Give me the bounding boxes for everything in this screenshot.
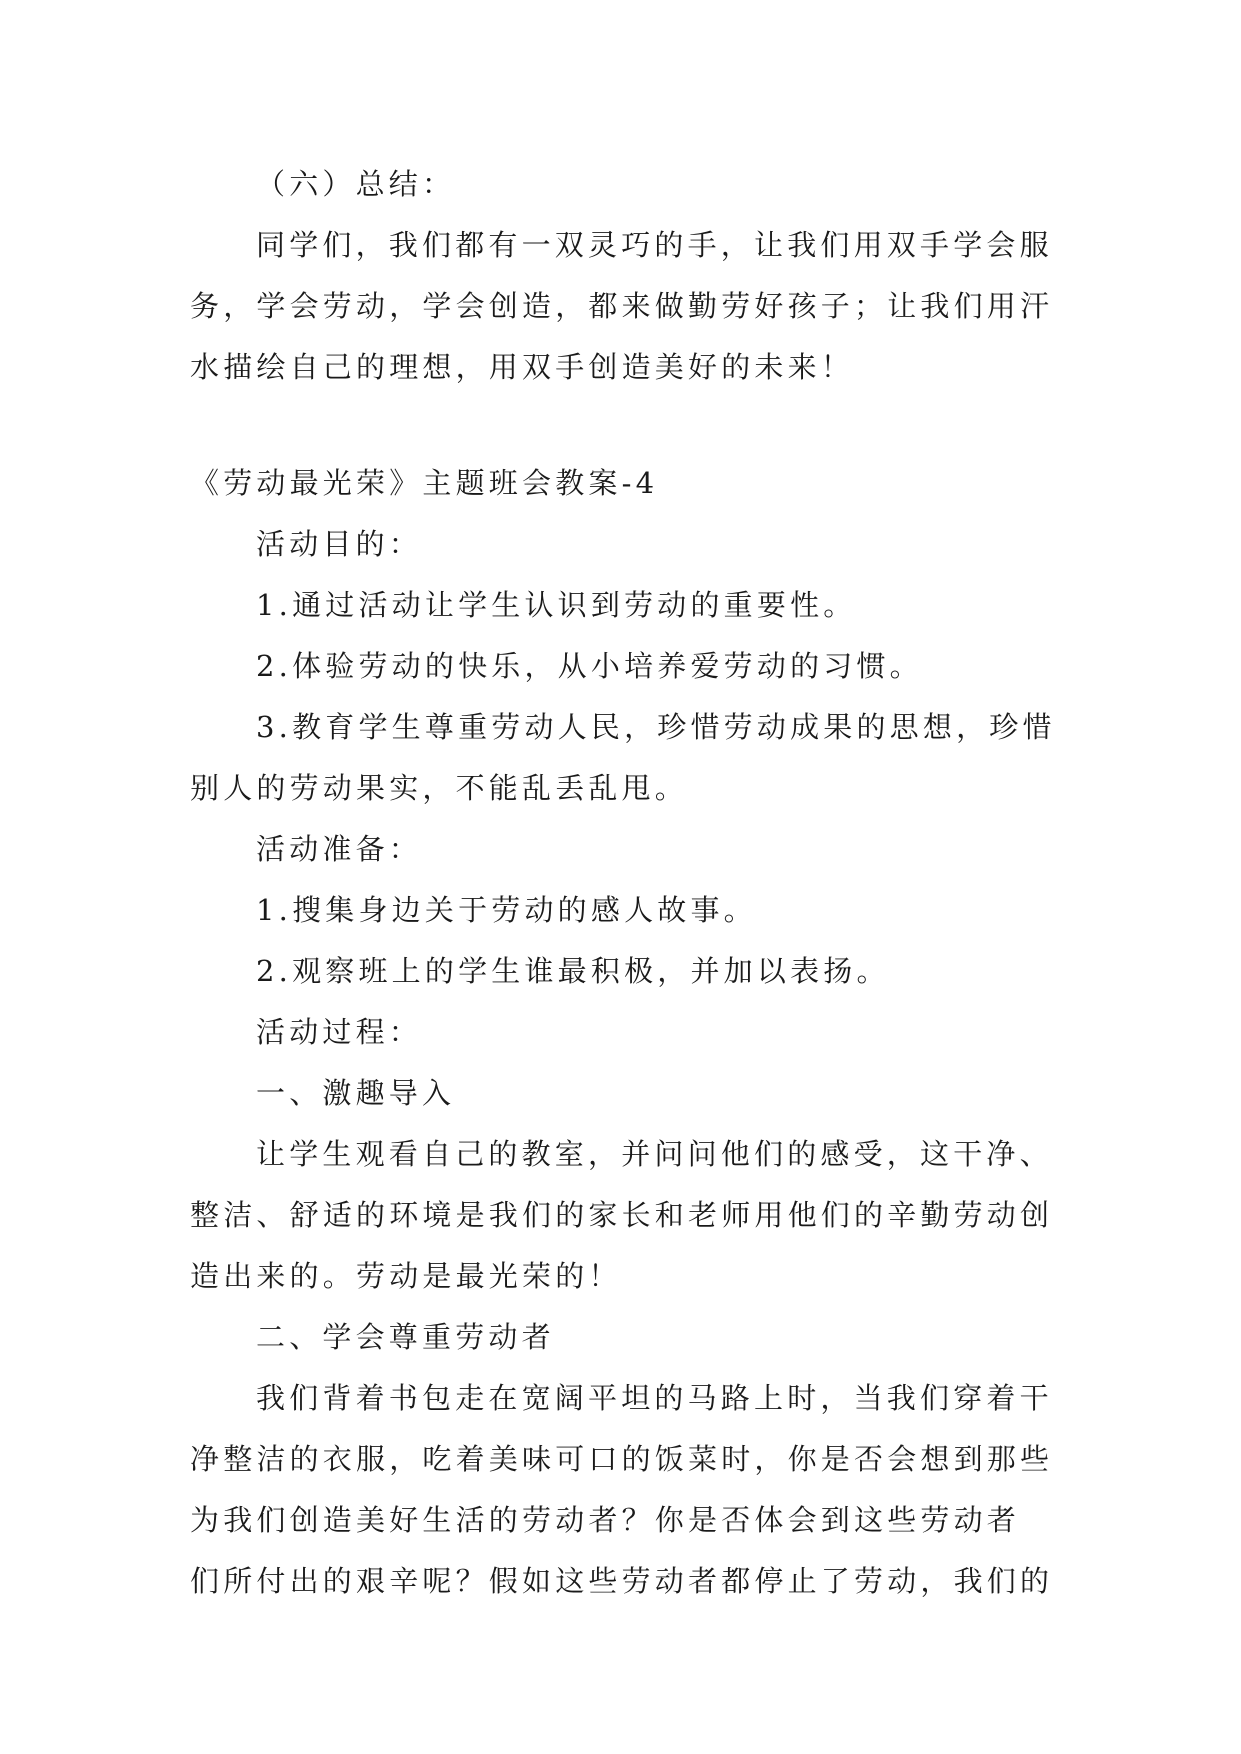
- preparation-heading: 活动准备：: [256, 832, 423, 866]
- goal-item-continuation: 别人的劳动果实，不能乱丢乱甩。: [190, 771, 689, 805]
- goals-heading: 活动目的：: [256, 527, 423, 561]
- process-part2-line: 我们背着书包走在宽阔平坦的马路上时，当我们穿着干: [256, 1381, 1053, 1415]
- process-part1-heading: 一、激趣导入: [256, 1076, 456, 1110]
- lesson-plan-section: [190, 453, 1070, 1612]
- process-part1-line: 让学生观看自己的教室，并问问他们的感受，这干净、: [256, 1137, 1053, 1171]
- lesson-title: 《劳动最光荣》主题班会教案-4: [190, 466, 659, 500]
- process-part2-heading: 二、学会尊重劳动者: [256, 1320, 555, 1354]
- goal-item: 1.通过活动让学生认识到劳动的重要性。: [256, 588, 857, 622]
- summary-paragraph-line: 务，学会劳动，学会创造，都来做勤劳好孩子；让我们用汗: [190, 289, 1054, 323]
- summary-heading: （六）总结：: [256, 167, 456, 201]
- process-part2-line: 净整洁的衣服，吃着美味可口的饭菜时，你是否会想到那些: [190, 1442, 1054, 1476]
- process-part2-line: 们所付出的艰辛呢？假如这些劳动者都停止了劳动，我们的: [190, 1564, 1054, 1598]
- preparation-item: 1.搜集身边关于劳动的感人故事。: [256, 893, 757, 927]
- goal-item: 2.体验劳动的快乐，从小培养爱劳动的习惯。: [256, 649, 923, 683]
- summary-section: [190, 154, 1070, 398]
- preparation-item: 2.观察班上的学生谁最积极，并加以表扬。: [256, 954, 890, 988]
- process-heading: 活动过程：: [256, 1015, 423, 1049]
- goal-item: 3.教育学生尊重劳动人民，珍惜劳动成果的思想，珍惜: [256, 710, 1056, 744]
- summary-paragraph-line: 水描绘自己的理想，用双手创造美好的未来！: [190, 350, 855, 384]
- process-part1-line: 整洁、舒适的环境是我们的家长和老师用他们的辛勤劳动创: [190, 1198, 1054, 1232]
- process-part2-line: 为我们创造美好生活的劳动者？你是否体会到这些劳动者: [190, 1503, 1021, 1537]
- summary-paragraph-line: 同学们，我们都有一双灵巧的手，让我们用双手学会服: [256, 228, 1053, 262]
- process-part1-line: 造出来的。劳动是最光荣的！: [190, 1259, 622, 1293]
